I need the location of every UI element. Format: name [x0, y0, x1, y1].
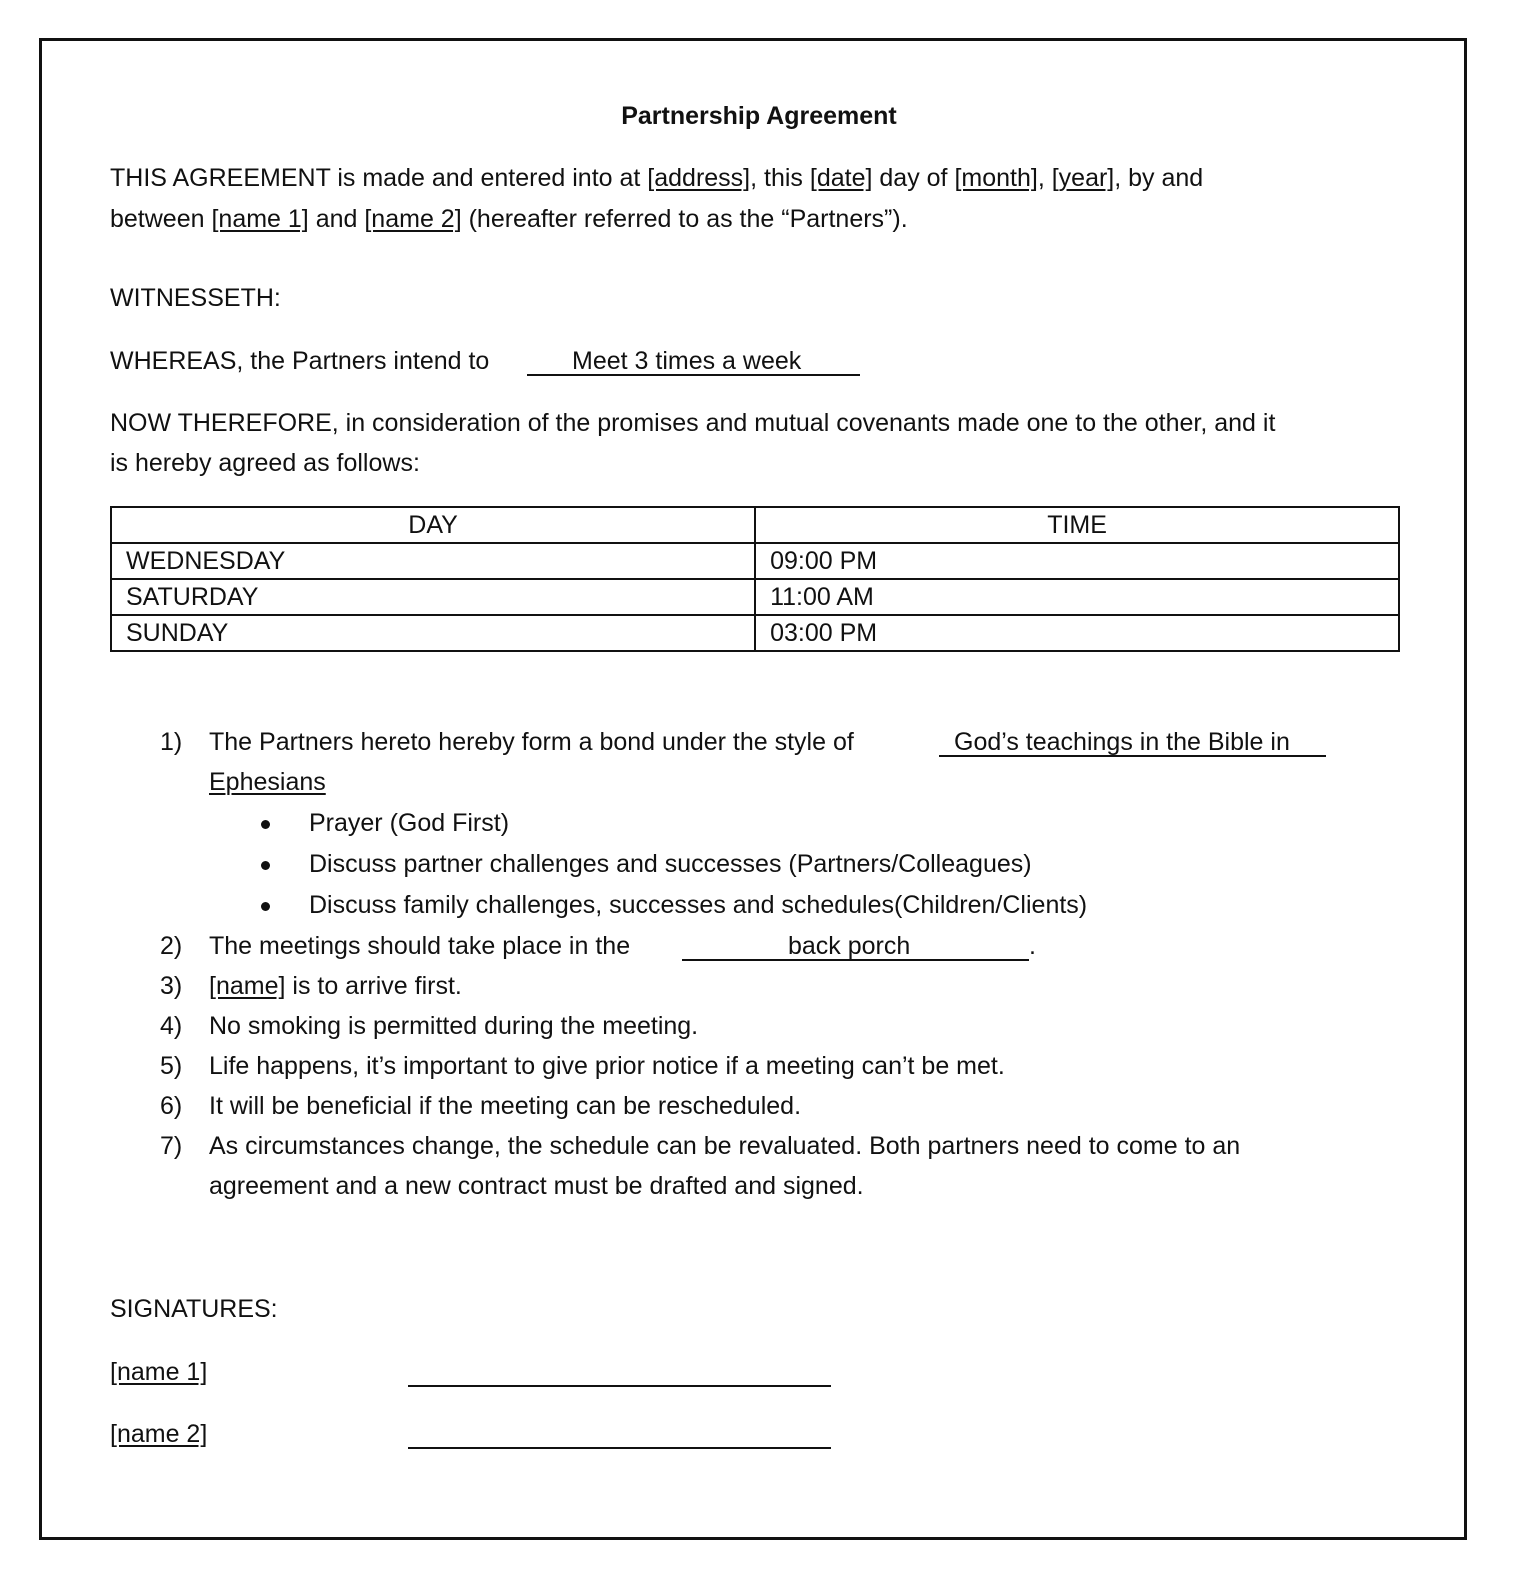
clause-4-number: 4) [160, 1012, 183, 1040]
table-row [111, 543, 1399, 579]
signature-name-2[interactable]: [name 2] [110, 1420, 208, 1448]
arrival-name-field[interactable]: [name] [209, 972, 286, 1000]
clause-7-line-2: agreement and a new contract must be drafted and signed. [209, 1172, 864, 1200]
clause-6-text: It will be beneficial if the meeting can be rescheduled. [209, 1092, 802, 1120]
bullet-icon [261, 902, 270, 911]
now-therefore-line-2: is hereby agreed as follows: [110, 449, 420, 477]
name1-field[interactable]: [name 1] [211, 205, 309, 233]
bullet-item: Discuss family challenges, successes and schedules(Children/Clients) [309, 891, 1088, 919]
clause-2-value[interactable]: back porch [788, 932, 911, 960]
day-cell: WEDNESDAY [111, 543, 755, 579]
month-field[interactable]: [month] [954, 164, 1038, 192]
time-cell: 09:00 PM [755, 543, 1399, 579]
now-therefore-line-1: NOW THEREFORE, in consideration of the promises and mutual covenants made one to the other, and it [110, 409, 1276, 437]
clause-4-text: No smoking is permitted during the meeting. [209, 1012, 699, 1040]
clause-7-line-1: As circumstances change, the schedule can be revaluated. Both partners need to come to an [209, 1132, 1241, 1160]
bullet-item: Prayer (God First) [309, 809, 510, 837]
name2-field[interactable]: [name 2] [364, 205, 462, 233]
document-title: Partnership Agreement [621, 102, 897, 130]
clause-5-text: Life happens, it’s important to give prior notice if a meeting can’t be met. [209, 1052, 1005, 1080]
day-cell: SATURDAY [111, 579, 755, 615]
time-cell: 11:00 AM [755, 579, 1399, 615]
time-cell: 03:00 PM [755, 615, 1399, 651]
signatures-heading: SIGNATURES: [110, 1295, 278, 1323]
clause-2-text: The meetings should take place in the [209, 932, 631, 960]
clause-6-number: 6) [160, 1092, 183, 1120]
signature-name-1[interactable]: [name 1] [110, 1358, 208, 1386]
signature-line-1[interactable] [408, 1385, 831, 1387]
schedule-table [110, 506, 1400, 652]
header-day: DAY [111, 507, 755, 543]
clause-1-value-line-1[interactable]: God’s teachings in the Bible in [954, 728, 1290, 756]
clause-3-number: 3) [160, 972, 183, 1000]
witnesseth-heading: WITNESSETH: [110, 284, 281, 312]
bullet-icon [261, 861, 270, 870]
bullet-icon [261, 820, 270, 829]
table-header-row [111, 507, 1399, 543]
signature-line-2[interactable] [408, 1447, 831, 1449]
clause-3-line: [name] is to arrive first. [209, 972, 462, 1000]
clause-7-number: 7) [160, 1132, 183, 1160]
address-field[interactable]: [address] [647, 164, 751, 192]
year-field[interactable]: [year] [1051, 164, 1115, 192]
clause-1-number: 1) [160, 728, 183, 756]
intro-line-2: between [name 1] and [name 2] (hereafter referred to as the “Partners”). [110, 205, 908, 233]
whereas-line: WHEREAS, the Partners intend to [110, 347, 490, 375]
whereas-value[interactable]: Meet 3 times a week [572, 347, 802, 375]
day-cell: SUNDAY [111, 615, 755, 651]
table-row [111, 615, 1399, 651]
header-time: TIME [755, 507, 1399, 543]
bullet-item: Discuss partner challenges and successes (Partners/Colleagues) [309, 850, 1032, 878]
clause-2-end: . [1029, 932, 1036, 960]
table-row [111, 579, 1399, 615]
clause-1-value-line-2[interactable]: Ephesians [209, 768, 326, 796]
intro-line-1: THIS AGREEMENT is made and entered into at [address], this [date] day of [month], [year], by and [110, 164, 1204, 192]
clause-2-number: 2) [160, 932, 183, 960]
date-field[interactable]: [date] [809, 164, 873, 192]
clause-5-number: 5) [160, 1052, 183, 1080]
clause-1-text: The Partners hereto hereby form a bond under the style of [209, 728, 854, 756]
